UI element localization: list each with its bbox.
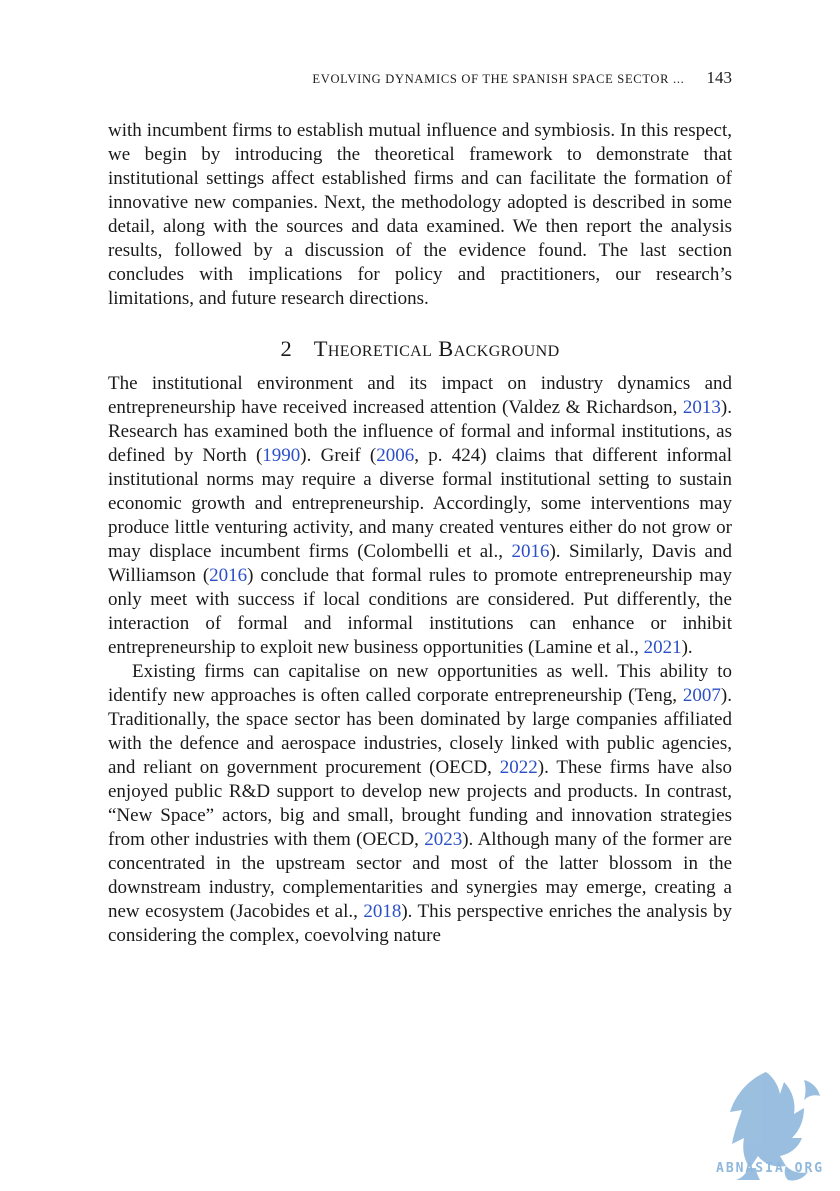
citation-link[interactable]: 1990 xyxy=(262,445,301,466)
text-run: ) conclude that formal rules to promote entrepreneurship may only meet with success if local conditions are considered. Put differently, the interaction of formal and informal institutions can enhance or inhibit entrepreneurship to exploit new business opportunities (Lamine et al., xyxy=(108,565,732,658)
text-run: ). Although many of the former are concentrated in the upstream sector and most of the latter blossom in the downstream industry, complementarities and synergies may emerge, creating a new ecosystem (Jacobides et al., xyxy=(108,829,732,922)
text-run: The institutional environment and its impact on industry dynamics and entrepreneurship have received increased attention (Valdez & Richardson, xyxy=(108,373,732,418)
text-run: ). Research has examined both the influence of formal and informal institutions, as defined by North ( xyxy=(108,397,732,466)
section-title: Theoretical Background xyxy=(313,336,560,361)
citation-link[interactable]: 2022 xyxy=(499,757,538,778)
watermark-text: ABNASIA.ORG xyxy=(716,1161,825,1176)
section-heading xyxy=(108,335,732,363)
intro-paragraph: with incumbent firms to establish mutual influence and symbiosis. In this respect, we begin by introducing the theoretical framework to demonstrate that institutional settings affect established firms and can facilitate the formation of innovative new companies. Next, the methodology adopted is described in some detail, along with the sources and data examined. We then report the analysis results, followed by a discussion of the evidence found. The last section concludes with implications for policy and practitioners, our research’s limitations, and future research directions. xyxy=(108,120,732,309)
citation-link[interactable]: 2006 xyxy=(376,445,415,466)
text-run: , p. 424) claims that different informal institutional norms may require a diverse formal institutional setting to sustain economic growth and entrepreneurship. Accordingly, some interventions may produce little venturing activity, and many created ventures either do not grow or may displace incumbent firms (Colombelli et al., xyxy=(108,445,732,562)
section-number: 2 xyxy=(280,336,292,361)
text-run: ). This perspective enriches the analysis by considering the complex, coevolving nature xyxy=(108,901,732,946)
paragraph-existing-firms xyxy=(108,660,732,948)
text-run: ). Greif ( xyxy=(300,445,377,466)
text-run: Existing firms can capitalise on new opportunities as well. This ability to identify new approaches is often called corporate entrepreneurship (Teng, xyxy=(108,661,732,706)
paragraph-institutional-environment xyxy=(108,372,732,660)
running-header xyxy=(108,68,732,88)
citation-link[interactable]: 2018 xyxy=(363,901,402,922)
citation-link[interactable]: 2023 xyxy=(424,829,463,850)
citation-link[interactable]: 2016 xyxy=(511,541,550,562)
text-run: ). Similarly, Davis and Williamson ( xyxy=(108,541,732,586)
citation-link[interactable]: 2007 xyxy=(682,685,721,706)
running-title: EVOLVING DYNAMICS OF THE SPANISH SPACE SECTOR ... xyxy=(312,72,685,86)
text-run: ). Traditionally, the space sector has been dominated by large companies affiliated with the defence and aerospace industries, closely linked with public agencies, and reliant on government procurement (OECD, xyxy=(108,685,732,778)
body-text xyxy=(108,119,732,948)
citation-link[interactable]: 2016 xyxy=(209,565,248,586)
citation-link[interactable]: 2013 xyxy=(682,397,721,418)
text-run: ). xyxy=(681,637,693,658)
text-run: ). These firms have also enjoyed public R&D support to develop new projects and products. In contrast, “New Space” actors, big and small, brought funding and innovation strategies from other industries with them (OECD, xyxy=(108,757,732,850)
citation-link[interactable]: 2021 xyxy=(643,637,682,658)
page-number: 143 xyxy=(706,68,732,87)
